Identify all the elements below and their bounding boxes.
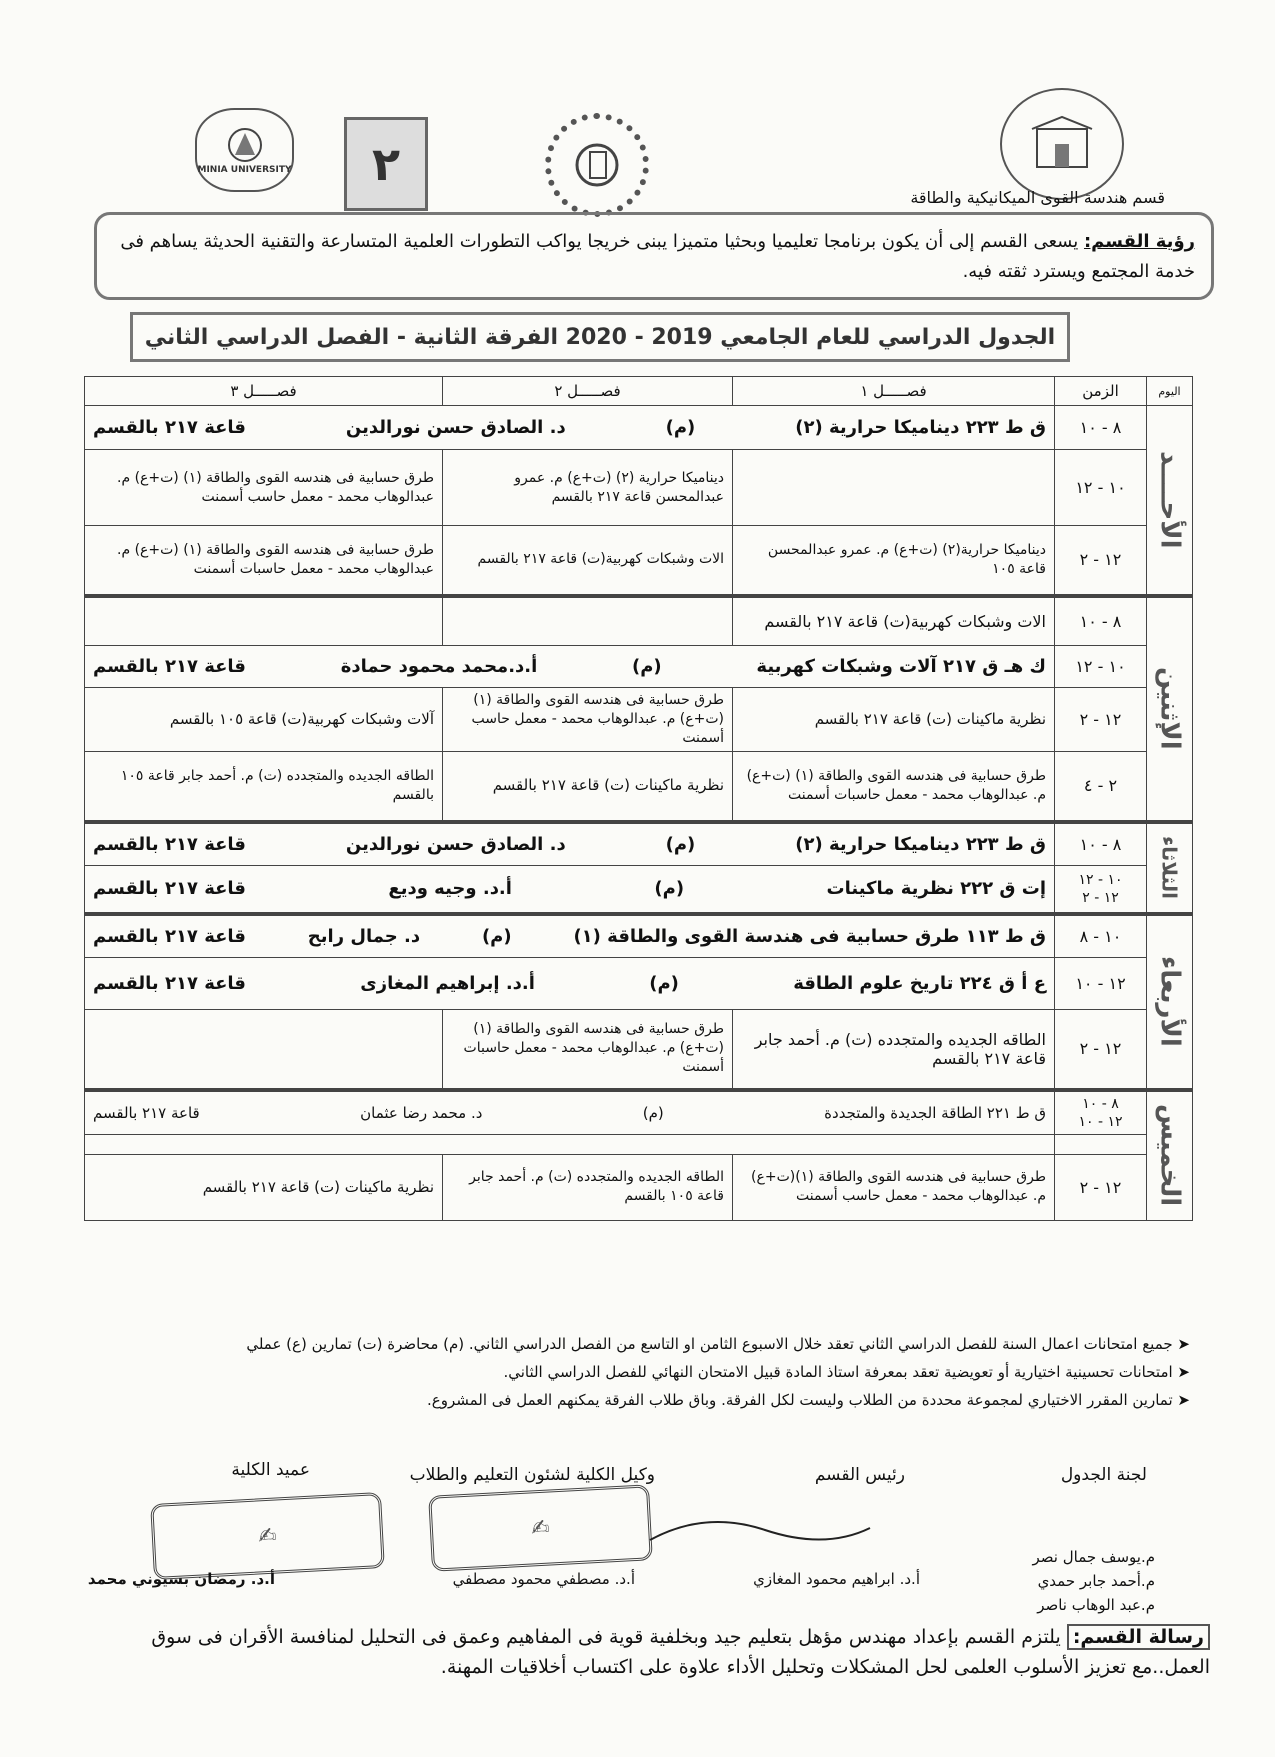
time-cell: ١٠ - ١٢ (1055, 450, 1147, 526)
header-day: اليوم (1147, 377, 1193, 406)
table-row (85, 1134, 1193, 1154)
head-title: رئيس القسم (814, 1465, 905, 1485)
table-row (85, 406, 1193, 450)
dean-stamp: ✍ (150, 1492, 385, 1580)
vice-dean-stamp: ✍ (428, 1484, 653, 1571)
schedule-cell (85, 1134, 1055, 1154)
time-cell: ٨ - ١٠ (1055, 822, 1147, 866)
time-line: ١٢ - ٢ (1082, 889, 1119, 906)
mission-text: يلتزم القسم بإعداد مهندس مؤهل بتعليم جيد وبخلفية قوية فى المفاهيم وعمق فى التحليل لمنافسة الأقران فى سوق العمل..مع تعزيز الأسلوب العلمى لحل المشكلات وتحليل الأداء علاوة على اكتساب أخلاقيات المهنة. (151, 1626, 1210, 1678)
time-cell: ١٢ - ٢ (1055, 1154, 1147, 1220)
dean-name: أ.د. رمضان بسيوني محمد (87, 1570, 275, 1588)
table-row (85, 1010, 1193, 1090)
table-row (85, 958, 1193, 1010)
lecture-type: (م) (632, 656, 662, 677)
department-name: قسم هندسة القوى الميكانيكية والطاقة (910, 188, 1165, 207)
day-wednesday: الأربعاء (1147, 914, 1193, 1090)
merged-lecture (85, 958, 1055, 1010)
vice-dean-title: وكيل الكلية لشئون التعليم والطلاب (409, 1465, 655, 1485)
time-cell (1055, 866, 1147, 914)
schedule-cell: طرق حسابية فى هندسه القوى والطاقة (١)(ت+ع) م. عبدالوهاب محمد - معمل حاسب أسمنت (733, 1154, 1055, 1220)
day-sunday: الأحــــد (1147, 406, 1193, 596)
time-cell (1055, 1134, 1147, 1154)
table-row (85, 596, 1193, 646)
schedule-cell: الطاقه الجديده والمتجدده (ت) م. أحمد جابر قاعة ٢١٧ بالقسم (733, 1010, 1055, 1090)
merged-lecture (85, 646, 1055, 688)
room: قاعة ٢١٧ بالقسم (93, 973, 246, 994)
schedule-cell: آلات وشبكات كهربية(ت) قاعة ١٠٥ بالقسم (85, 688, 443, 752)
head-name: أ.د. ابراهيم محمود المغازي (753, 1570, 920, 1588)
schedule-cell: الطاقه الجديده والمتجدده (ت) م. أحمد جابر قاعة ١٠٥ بالقسم (85, 752, 443, 822)
schedule-cell: الطاقه الجديده والمتجدده (ت) م. أحمد جابر قاعة ١٠٥ بالقسم (443, 1154, 733, 1220)
table-row (85, 526, 1193, 596)
schedule-cell (733, 450, 1055, 526)
course-name: إت ق ٢٢٢ نظرية ماكينات (826, 878, 1046, 900)
merged-lecture (85, 866, 1055, 914)
faculty-gear-logo (545, 113, 649, 217)
course-name: ك هـ ق ٢١٧ آلات وشبكات كهربية (756, 656, 1046, 677)
schedule-cell: نظرية ماكينات (ت) قاعة ٢١٧ بالقسم (443, 752, 733, 822)
time-cell (1055, 1090, 1147, 1135)
dean-title: عميد الكلية (231, 1460, 310, 1480)
lecturer-name: أ.د. وجيه وديع (388, 878, 512, 900)
vice-dean-name: أ.د. مصطفي محمود مصطفي (452, 1570, 635, 1588)
committee-member: م.أحمد جابر حمدي (1037, 1572, 1155, 1590)
time-line: ٨ - ١٠ (1082, 1095, 1119, 1112)
table-row (85, 688, 1193, 752)
merged-lecture (85, 1090, 1055, 1135)
schedule-cell (85, 1010, 443, 1090)
lecture-type: (م) (481, 925, 512, 947)
schedule-cell: طرق حسابية فى هندسه القوى والطاقة (١) (ت+ع) م. عبدالوهاب محمد - معمل حاسب أسمنت (85, 450, 443, 526)
header-time: الزمن (1055, 377, 1147, 406)
committee-member: م.عبد الوهاب ناصر (1037, 1596, 1155, 1614)
schedule-cell (85, 596, 443, 646)
day-tuesday: الثلاثاء (1147, 822, 1193, 914)
lecturer-name: د. محمد رضا عثمان (360, 1103, 483, 1122)
table-row (85, 752, 1193, 822)
course-name: ق ط ٢٢٣ ديناميكا حرارية (٢) (795, 833, 1046, 855)
room: قاعة ٢١٧ بالقسم (93, 656, 246, 677)
university-name: MINIA UNIVERSITY (197, 165, 292, 175)
course-name: ع أ ق ٢٢٤ تاريخ علوم الطاقة (793, 973, 1046, 994)
room: قاعة ٢١٧ بالقسم (93, 833, 246, 855)
lecturer-name: أ.د.محمد محمود حمادة (340, 656, 538, 677)
committee-title: لجنة الجدول (1060, 1465, 1147, 1485)
table-row (85, 866, 1193, 914)
lecture-type: (م) (665, 833, 696, 855)
schedule-cell: الات وشبكات كهربية(ت) قاعة ٢١٧ بالقسم (443, 526, 733, 596)
pharaoh-icon (220, 125, 270, 165)
header-class-3: فصـــــل ٣ (85, 377, 443, 406)
table-row (85, 1154, 1193, 1220)
course-name: ق ط ٢٢١ الطاقة الجديدة والمتجددة (824, 1103, 1046, 1122)
table-row (85, 914, 1193, 958)
day-thursday: الخميس (1147, 1090, 1193, 1221)
time-line: ١٠ - ١٢ (1078, 871, 1123, 888)
lecture-type: (م) (665, 417, 696, 438)
header-class-1: فصـــــل ١ (733, 377, 1055, 406)
vision-label: رؤية القسم: (1083, 231, 1195, 252)
building-icon (1027, 114, 1097, 174)
course-name: ق ط ١١٣ طرق حسابية فى هندسة القوى والطاقة (١) (573, 925, 1046, 947)
schedule-cell: طرق حسابية فى هندسه القوى والطاقة (١) (ت+ع) م. عبدالوهاب محمد - معمل حاسبات أسمنت (85, 526, 443, 596)
time-cell: ٢ - ٤ (1055, 752, 1147, 822)
notes-list (120, 1330, 1190, 1414)
time-cell: ١٠ - ٨ (1055, 914, 1147, 958)
room: قاعة ٢١٧ بالقسم (93, 878, 246, 900)
note-item: ➤ جميع امتحانات اعمال السنة للفصل الدراسي الثاني تعقد خلال الاسبوع الثامن او التاسع من الفصل الدراسي الثاني. (م) محاضرة (ت) تمارين (ع) عملي (120, 1330, 1190, 1358)
time-cell: ١٢ - ٢ (1055, 526, 1147, 596)
note-item: ➤ امتحانات تحسينية اختيارية أو تعويضية تعقد بمعرفة استاذ المادة قبيل الامتحان النهائي للفصل الدراسي الثاني. (120, 1358, 1190, 1386)
time-cell: ١٢ - ٢ (1055, 1010, 1147, 1090)
committee-member: م.يوسف جمال نصر (1032, 1548, 1155, 1566)
lecturer-name: أ.د. إبراهيم المغازى (360, 973, 535, 994)
time-cell: ١٠ - ١٢ (1055, 646, 1147, 688)
time-line: ١٢ - ١٠ (1078, 1113, 1123, 1130)
time-cell: ٨ - ١٠ (1055, 406, 1147, 450)
time-cell: ١٢ - ٢ (1055, 688, 1147, 752)
time-cell: ٨ - ١٠ (1055, 596, 1147, 646)
table-row (85, 822, 1193, 866)
head-signature-icon (645, 1510, 875, 1550)
vision-box (94, 212, 1214, 300)
lecturer-name: د. الصادق حسن نورالدين (345, 833, 566, 855)
table-row (85, 450, 1193, 526)
schedule-cell: ديناميكا حرارية (٢) (ت+ع) م. عمرو عبدالمحسن قاعة ٢١٧ بالقسم (443, 450, 733, 526)
merged-lecture (85, 406, 1055, 450)
lecturer-name: د. جمال رابح (307, 925, 421, 947)
schedule-cell: الات وشبكات كهربية(ت) قاعة ٢١٧ بالقسم (733, 596, 1055, 646)
schedule-cell: طرق حسابية فى هندسه القوى والطاقة (١) (ت+ع) م. عبدالوهاب محمد - معمل حاسبات أسمنت (733, 752, 1055, 822)
university-logo (195, 108, 294, 192)
page-title: الجدول الدراسي للعام الجامعي 2019 - 2020 الفرقة الثانية - الفصل الدراسي الثاني (130, 312, 1070, 362)
gear-icon (570, 138, 625, 193)
mission-label: رسالة القسم: (1067, 1624, 1210, 1650)
course-name: ق ط ٢٢٣ ديناميكا حرارية (٢) (795, 417, 1046, 438)
merged-lecture (85, 822, 1055, 866)
lecture-type: (م) (654, 878, 685, 900)
lecture-type: (م) (649, 973, 679, 994)
schedule-cell: طرق حسابية فى هندسه القوى والطاقة (١) (ت+ع) م. عبدالوهاب محمد - معمل حاسبات أسمنت (443, 1010, 733, 1090)
schedule-table (84, 376, 1193, 1221)
badge-number-box (344, 117, 428, 211)
time-cell: ١٢ - ١٠ (1055, 958, 1147, 1010)
table-row (85, 646, 1193, 688)
department-logo (1000, 88, 1124, 200)
room: قاعة ٢١٧ بالقسم (93, 925, 246, 947)
room: قاعة ٢١٧ بالقسم (93, 1103, 200, 1122)
merged-lecture (85, 914, 1055, 958)
lecturer-name: د. الصادق حسن نورالدين (345, 417, 566, 438)
schedule-cell: نظرية ماكينات (ت) قاعة ٢١٧ بالقسم (85, 1154, 443, 1220)
day-monday: الإثنين (1147, 596, 1193, 822)
room: قاعة ٢١٧ بالقسم (93, 417, 246, 438)
vision-text: يسعى القسم إلى أن يكون برنامجا تعليميا وبحثيا متميزا يبنى خريجا يواكب التطورات العلمية المتسارعة والتقنية الحديثة يساهم فى خدمة المجتمع ويسترد ثقته فيه. (120, 231, 1195, 282)
lecture-type: (م) (642, 1103, 664, 1122)
mission-box (70, 1622, 1210, 1682)
schedule-cell (443, 596, 733, 646)
schedule-cell: ديناميكا حرارية(٢) (ت+ع) م. عمرو عبدالمحسن قاعة ١٠٥ (733, 526, 1055, 596)
table-row (85, 1090, 1193, 1135)
table-header-row (85, 377, 1193, 406)
header-class-2: فصـــــل ٢ (443, 377, 733, 406)
schedule-cell: طرق حسابية فى هندسه القوى والطاقة (١) (ت+ع) م. عبدالوهاب محمد - معمل حاسب أسمنت (443, 688, 733, 752)
schedule-cell: نظرية ماكينات (ت) قاعة ٢١٧ بالقسم (733, 688, 1055, 752)
note-item: ➤ تمارين المقرر الاختياري لمجموعة محددة من الطلاب وليست لكل الفرقة. وباق طلاب الفرقة يمكنهم العمل فى المشروع. (120, 1386, 1190, 1414)
badge-number: ٢ (371, 137, 401, 191)
